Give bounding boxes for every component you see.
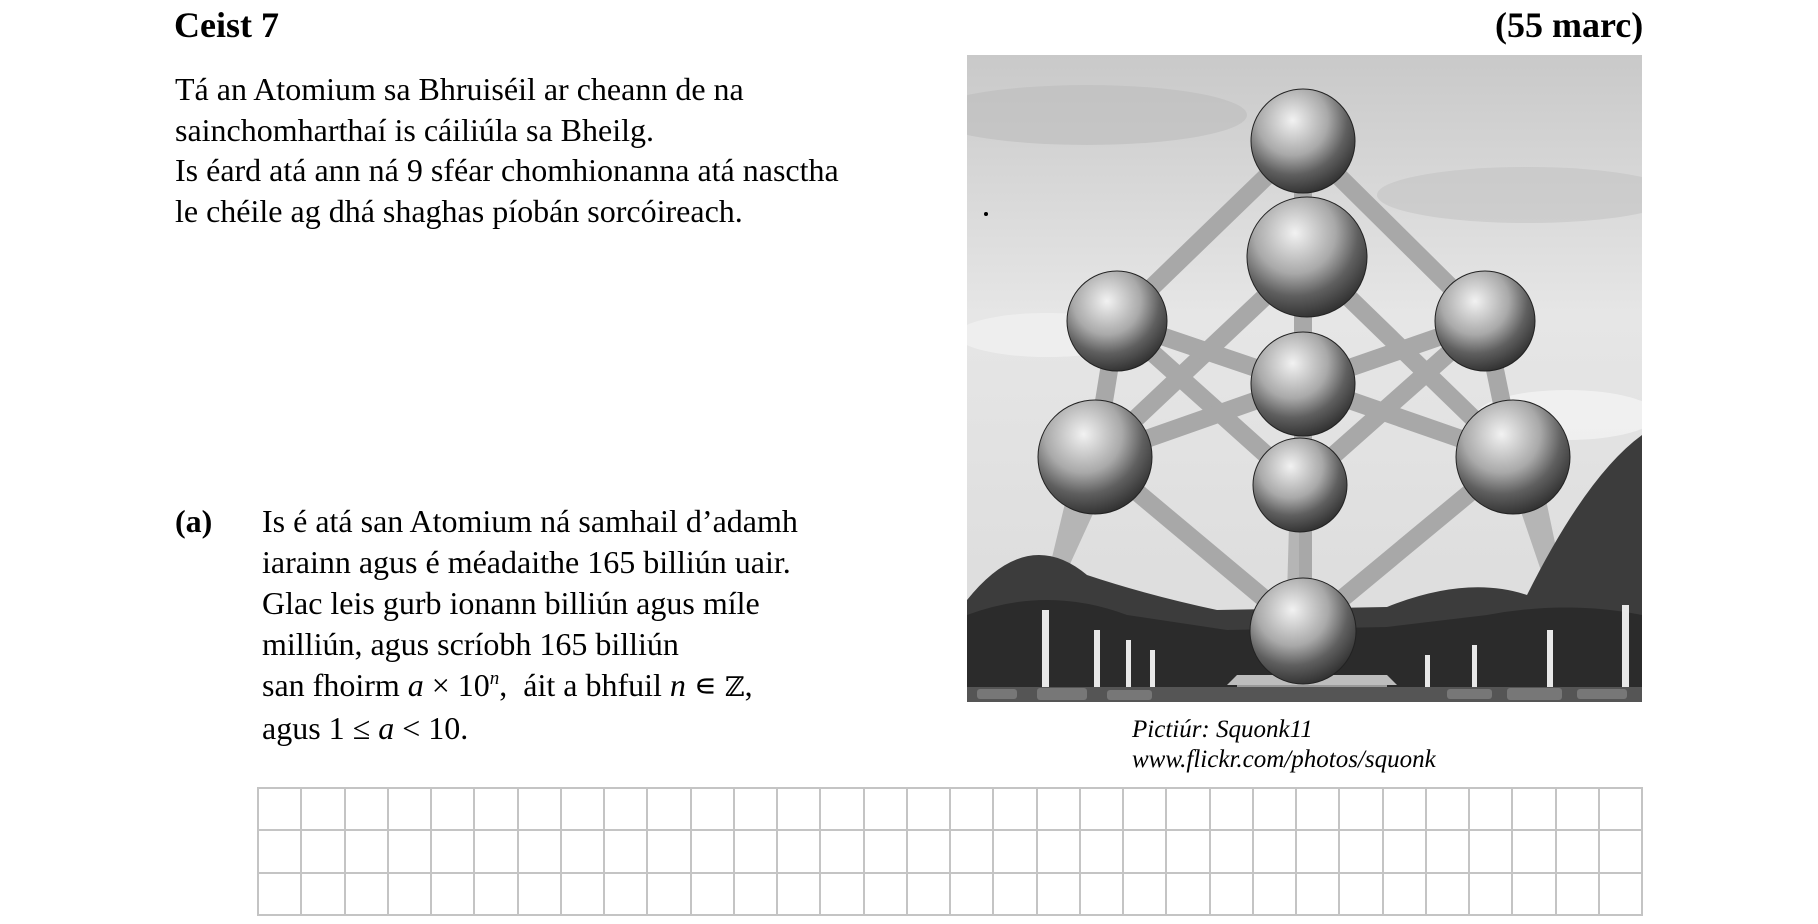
answer-grid-cell[interactable] xyxy=(1167,874,1210,916)
answer-grid-cell[interactable] xyxy=(994,874,1037,916)
answer-grid-cell[interactable] xyxy=(475,789,518,831)
answer-grid-cell[interactable] xyxy=(389,874,432,916)
answer-grid-cell[interactable] xyxy=(1600,789,1643,831)
answer-grid-cell[interactable] xyxy=(821,874,864,916)
answer-grid-cell[interactable] xyxy=(1081,874,1124,916)
answer-grid-cell[interactable] xyxy=(259,831,302,873)
answer-grid-cell[interactable] xyxy=(1470,789,1513,831)
answer-grid-cell[interactable] xyxy=(1211,789,1254,831)
answer-grid-cell[interactable] xyxy=(865,789,908,831)
question-intro xyxy=(175,69,839,231)
answer-grid-cell[interactable] xyxy=(1254,874,1297,916)
intro-line: Tá an Atomium sa Bhruiséil ar cheann de na xyxy=(175,71,744,107)
answer-grid-cell[interactable] xyxy=(389,789,432,831)
atomium-photo xyxy=(967,55,1642,702)
answer-grid-cell[interactable] xyxy=(605,874,648,916)
answer-grid-cell[interactable] xyxy=(692,831,735,873)
answer-grid-cell[interactable] xyxy=(1600,874,1643,916)
answer-grid-cell[interactable] xyxy=(475,874,518,916)
answer-grid-cell[interactable] xyxy=(1211,831,1254,873)
math-exponent-n: n xyxy=(489,668,500,689)
answer-grid-cell[interactable] xyxy=(1513,874,1556,916)
math-text: , xyxy=(744,667,753,703)
math-text: agus 1 ≤ xyxy=(262,710,379,746)
answer-grid-cell[interactable] xyxy=(1167,789,1210,831)
answer-grid-cell[interactable] xyxy=(908,874,951,916)
answer-grid-cell[interactable] xyxy=(735,874,778,916)
answer-grid-cell[interactable] xyxy=(1297,789,1340,831)
answer-grid-cell[interactable] xyxy=(821,831,864,873)
math-text: , áit a bhfuil xyxy=(499,667,670,703)
answer-grid-cell[interactable] xyxy=(1557,831,1600,873)
math-text: san fhoirm xyxy=(262,667,408,703)
answer-grid-cell[interactable] xyxy=(865,874,908,916)
answer-grid-cell[interactable] xyxy=(1038,874,1081,916)
answer-grid-cell[interactable] xyxy=(519,831,562,873)
answer-grid-cell[interactable] xyxy=(562,874,605,916)
answer-grid-cell[interactable] xyxy=(1124,831,1167,873)
answer-grid-cell[interactable] xyxy=(432,789,475,831)
answer-grid-cell[interactable] xyxy=(259,874,302,916)
answer-grid-cell[interactable] xyxy=(1124,789,1167,831)
answer-grid-cell[interactable] xyxy=(951,831,994,873)
part-a-math-line xyxy=(262,665,798,708)
answer-grid-cell[interactable] xyxy=(648,874,691,916)
photo-caption xyxy=(1132,715,1436,775)
math-variable-n: n xyxy=(669,667,686,703)
question-marks: (55 marc) xyxy=(1495,5,1644,45)
answer-grid-cell[interactable] xyxy=(1081,789,1124,831)
answer-grid-cell[interactable] xyxy=(605,789,648,831)
part-a-text xyxy=(262,501,798,749)
answer-grid-cell[interactable] xyxy=(1254,789,1297,831)
answer-grid-cell[interactable] xyxy=(1297,831,1340,873)
answer-grid-cell[interactable] xyxy=(692,874,735,916)
intro-line: sainchomharthaí is cáiliúla sa Bheilg. xyxy=(175,111,654,148)
answer-grid-cell[interactable] xyxy=(908,789,951,831)
answer-grid-cell[interactable] xyxy=(605,831,648,873)
math-text: < 10. xyxy=(394,710,469,746)
answer-grid-cell[interactable] xyxy=(1340,789,1383,831)
answer-grid-cell[interactable] xyxy=(778,789,821,831)
answer-grid-cell[interactable] xyxy=(1470,874,1513,916)
answer-grid-cell[interactable] xyxy=(346,874,389,916)
photo-source-url: www.flickr.com/photos/squonk xyxy=(1132,746,1436,773)
answer-grid-cell[interactable] xyxy=(432,831,475,873)
part-a-condition-line xyxy=(262,708,798,749)
answer-grid-cell[interactable] xyxy=(865,831,908,873)
answer-grid-cell[interactable] xyxy=(1470,831,1513,873)
part-a-line: Glac leis gurb ionann billiún agus míle xyxy=(262,585,760,621)
answer-grid-cell[interactable] xyxy=(1600,831,1643,873)
math-integers-symbol: ℤ xyxy=(724,672,745,703)
answer-grid-cell[interactable] xyxy=(1038,789,1081,831)
part-a-line: Is é atá san Atomium ná samhail d’adamh xyxy=(262,503,798,539)
answer-grid-cell[interactable] xyxy=(1254,831,1297,873)
answer-grid-cell[interactable] xyxy=(735,831,778,873)
answer-grid-cell[interactable] xyxy=(1384,789,1427,831)
photo-credit: Pictiúr: Squonk11 xyxy=(1132,716,1313,743)
answer-grid-cell[interactable] xyxy=(259,789,302,831)
answer-grid[interactable] xyxy=(257,787,1643,916)
answer-grid-cell[interactable] xyxy=(1297,874,1340,916)
answer-grid-cell[interactable] xyxy=(1557,874,1600,916)
answer-grid-cell[interactable] xyxy=(1081,831,1124,873)
math-text: × 10 xyxy=(423,667,490,703)
answer-grid-cell[interactable] xyxy=(1340,831,1383,873)
answer-grid-cell[interactable] xyxy=(821,789,864,831)
answer-grid-cell[interactable] xyxy=(1427,789,1470,831)
answer-grid-cell[interactable] xyxy=(951,789,994,831)
answer-grid-cell[interactable] xyxy=(1513,831,1556,873)
answer-grid-cell[interactable] xyxy=(994,831,1037,873)
answer-grid-cell[interactable] xyxy=(778,874,821,916)
answer-grid-cell[interactable] xyxy=(648,789,691,831)
answer-grid-cell[interactable] xyxy=(692,789,735,831)
intro-line: le chéile ag dhá shaghas píobán sorcóireach. xyxy=(175,192,743,229)
answer-grid-cell[interactable] xyxy=(346,789,389,831)
answer-grid-cell[interactable] xyxy=(908,831,951,873)
answer-grid-cell[interactable] xyxy=(735,789,778,831)
answer-grid-cell[interactable] xyxy=(346,831,389,873)
answer-grid-cell[interactable] xyxy=(432,874,475,916)
math-variable-a: a xyxy=(407,667,424,703)
intro-line: Is éard atá ann ná 9 sféar chomhionanna atá nasctha xyxy=(175,152,839,188)
answer-grid-cell[interactable] xyxy=(302,789,345,831)
answer-grid-cell[interactable] xyxy=(994,789,1037,831)
answer-grid-cell[interactable] xyxy=(519,789,562,831)
answer-grid-cell[interactable] xyxy=(475,831,518,873)
answer-grid-cell[interactable] xyxy=(1167,831,1210,873)
answer-grid-cell[interactable] xyxy=(1124,874,1167,916)
answer-grid-cell[interactable] xyxy=(519,874,562,916)
answer-grid-cell[interactable] xyxy=(778,831,821,873)
part-a-label: (a) xyxy=(175,503,213,539)
math-element-of: ∊ xyxy=(685,667,725,703)
answer-grid-cell[interactable] xyxy=(1427,874,1470,916)
question-title: Ceist 7 xyxy=(174,5,279,45)
part-a-line: milliún, agus scríobh 165 billiún xyxy=(262,626,679,662)
answer-grid-cell[interactable] xyxy=(1384,831,1427,873)
answer-grid-cell[interactable] xyxy=(1340,874,1383,916)
answer-grid-cell[interactable] xyxy=(562,789,605,831)
answer-grid-cell[interactable] xyxy=(1384,874,1427,916)
answer-grid-cell[interactable] xyxy=(1427,831,1470,873)
answer-grid-cell[interactable] xyxy=(389,831,432,873)
answer-grid-cell[interactable] xyxy=(302,831,345,873)
answer-grid-cell[interactable] xyxy=(1513,789,1556,831)
answer-grid-cell[interactable] xyxy=(1038,831,1081,873)
answer-grid-cell[interactable] xyxy=(951,874,994,916)
answer-grid-cell[interactable] xyxy=(562,831,605,873)
answer-grid-cell[interactable] xyxy=(1557,789,1600,831)
part-a-line: iarainn agus é méadaithe 165 billiún uair. xyxy=(262,544,791,580)
math-variable-a: a xyxy=(378,710,395,746)
answer-grid-cell[interactable] xyxy=(1211,874,1254,916)
answer-grid-cell[interactable] xyxy=(648,831,691,873)
answer-grid-cell[interactable] xyxy=(302,874,345,916)
